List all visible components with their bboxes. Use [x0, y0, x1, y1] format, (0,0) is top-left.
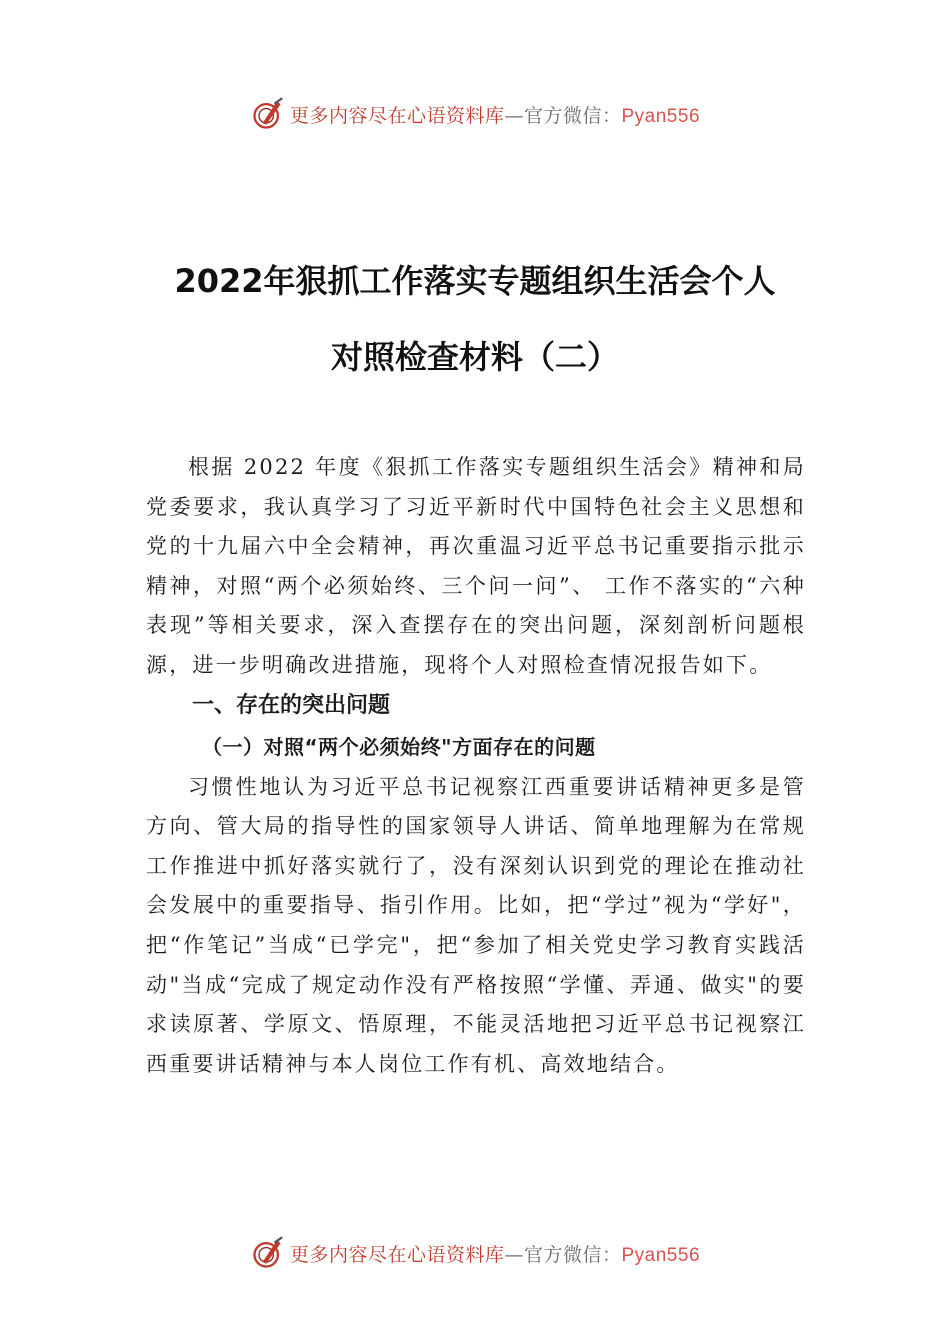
header-banner [0, 94, 950, 134]
document-title-line1: 2022年狠抓工作落实专题组织生活会个人 [174, 262, 776, 300]
banner-prefix: 更多内容尽在心语资料库 [289, 1243, 505, 1266]
section-heading: 一、存在的突出问题 [192, 692, 391, 718]
header-banner-text [290, 101, 700, 128]
footer-banner [0, 1233, 950, 1273]
brush-seal-logo-icon [250, 1235, 286, 1271]
document-body [146, 448, 806, 1084]
banner-dash: —官方微信： [504, 1243, 622, 1266]
footer-banner-text [290, 1240, 700, 1267]
intro-paragraph: 根据 2022 年度《狠抓工作落实专题组织生活会》精神和局党委要求，我认真学习了习近平新时代中国特色社会主义思想和党的十九届六中全会精神，再次重温习近平总书记重要指示批示精神，对照“两个必须始终、三个问一问”、 工作不落实的“六种表现”等相关要求，深入查摆存在的突出问题，深刻剖析问题根源，进一步明确改进措施，现将个人对照检查情况报告如下。 [146, 455, 806, 677]
document-title-line2: 对照检查材料（二） [330, 338, 619, 376]
banner-wechat-id: Pyan556 [621, 1244, 701, 1266]
body-paragraph: 习惯性地认为习近平总书记视察江西重要讲话精神更多是管方向、管大局的指导性的国家领导人讲话、简单地理解为在常规工作推进中抓好落实就行了，没有深刻认识到党的理论在推动社会发展中的重要指导、指引作用。比如，把“学过”视为“学好"，把“作笔记”当成“已学完"，把“参加了相关党史学习教育实践活动"当成“完成了规定动作没有严格按照“学懂、弄通、做实"的要求读原著、学原文、悟原理，不能灵活地把习近平总书记视察江西重要讲话精神与本人岗位工作有机、高效地结合。 [146, 774, 806, 1076]
banner-wechat-id: Pyan556 [621, 105, 701, 127]
banner-dash: —官方微信： [504, 104, 622, 127]
banner-prefix: 更多内容尽在心语资料库 [289, 104, 505, 127]
subsection-heading: （一）对照“两个必须始终"方面存在的问题 [202, 734, 596, 759]
brush-seal-logo-icon [250, 96, 286, 132]
